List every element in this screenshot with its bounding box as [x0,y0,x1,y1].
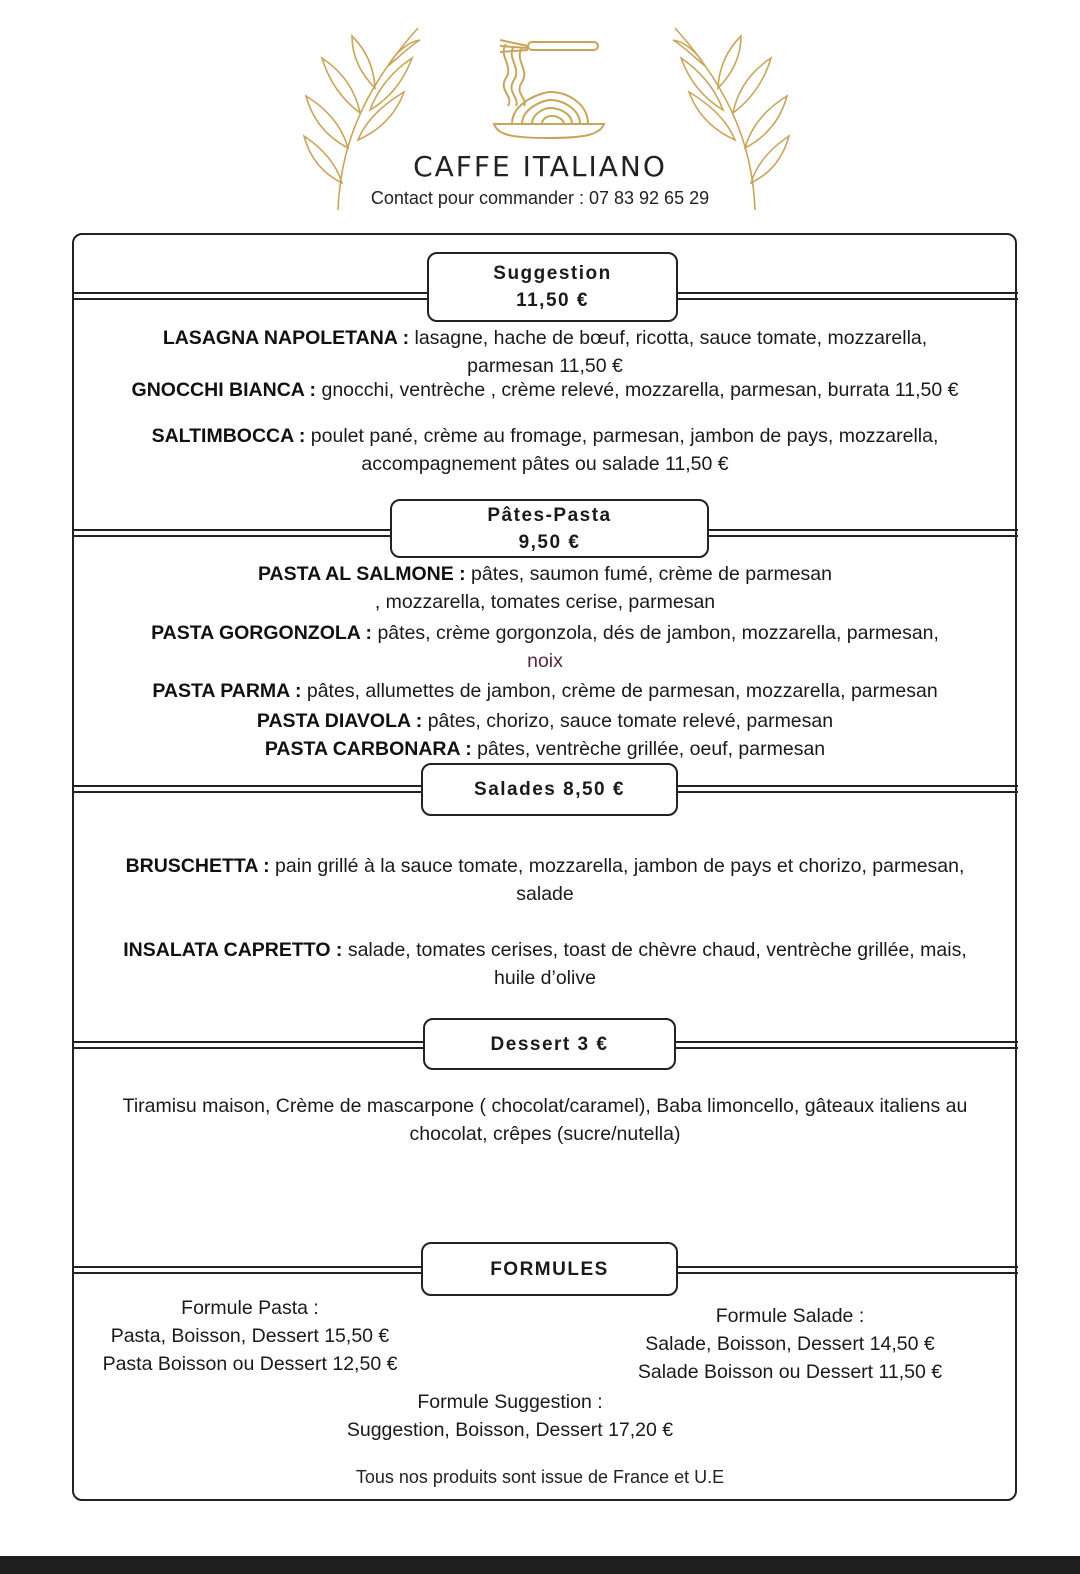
section-header-salades [421,763,678,816]
formula-title: Formule Salade : [715,1305,865,1327]
section-price: 9,50 € [518,531,581,553]
formula-line: Pasta Boisson ou Dessert 12,50 € [102,1353,398,1375]
brand-title: CAFFE ITALIANO [413,150,667,183]
formula-line: Salade Boisson ou Dessert 11,50 € [637,1361,943,1383]
menu-item-saltimbocca [76,422,1014,478]
dish-description: gnocchi, ventrèche , crème relevé, mozzarella, parmesan, burrata 11,50 € [316,379,959,401]
dish-description-cont: huile d’olive [494,967,596,989]
menu-item-bruschetta [76,852,1014,908]
formula-line: Suggestion, Boisson, Dessert 17,20 € [346,1419,674,1441]
section-header-formules [421,1242,678,1296]
section-header-pasta [390,499,709,558]
origin-note: Tous nos produits sont issue de France et U.E [355,1467,725,1487]
section-title: Suggestion [493,263,612,284]
menu-item-gnocchi [76,376,1014,404]
dish-description: pâtes, allumettes de jambon, crème de parmesan, mozzarella, parmesan [301,680,938,702]
dessert-description: Tiramisu maison, Crème de mascarpone ( chocolat/caramel), Baba limoncello, gâteaux italiens au [122,1095,968,1117]
menu-header [0,0,1080,220]
formula-title: Formule Suggestion : [417,1391,603,1413]
dish-name: LASAGNA NAPOLETANA : [162,327,410,349]
dish-description: pain grillé à la sauce tomate, mozzarella, jambon de pays et chorizo, parmesan, [269,855,965,877]
dish-description-cont: accompagnement pâtes ou salade 11,50 € [361,453,729,475]
dish-name: PASTA AL SALMONE : [258,563,466,585]
formula-pasta [80,1294,420,1378]
dish-description-cont: salade [516,883,574,905]
pasta-bowl-fork-icon [488,36,608,141]
section-title: FORMULES [490,1258,609,1280]
dish-name: INSALATA CAPRETTO : [123,939,343,961]
formula-line: Salade, Boisson, Dessert 14,50 € [645,1333,935,1355]
section-title: Salades 8,50 € [474,779,625,800]
menu-item-capretto [76,936,1014,992]
formula-line: Pasta, Boisson, Dessert 15,50 € [110,1325,390,1347]
dish-name: SALTIMBOCCA : [151,425,306,447]
bottom-bar [0,1556,1080,1574]
section-title: Pâtes-Pasta [487,504,612,526]
dish-name: GNOCCHI BIANCA : [131,379,317,401]
contact-phone: Contact pour commander : 07 83 92 65 29 [370,188,710,208]
laurel-branch-icon [668,18,793,213]
dish-description: salade, tomates cerises, toast de chèvre chaud, ventrèche grillée, mais, [342,939,967,961]
menu-item-salmone [76,560,1014,616]
dish-description-cont: parmesan 11,50 € [467,355,623,377]
dish-description: lasagne, hache de bœuf, ricotta, sauce tomate, mozzarella, [409,327,928,349]
dish-name: PASTA CARBONARA : [264,738,472,760]
dish-description: pâtes, chorizo, sauce tomate relevé, parmesan [422,710,834,732]
dish-description-cont: , mozzarella, tomates cerise, parmesan [374,591,716,613]
formula-title: Formule Pasta : [181,1297,319,1319]
formula-salade [612,1302,968,1386]
dish-description: pâtes, ventrèche grillée, oeuf, parmesan [471,738,826,760]
dish-name: BRUSCHETTA : [125,855,270,877]
menu-item-gorgonzola [76,619,1014,675]
dish-description: pâtes, saumon fumé, crème de parmesan [465,563,832,585]
dish-description: pâtes, crème gorgonzola, dés de jambon, mozzarella, parmesan, [372,622,939,644]
dessert-description-cont: chocolat, crêpes (sucre/nutella) [409,1123,681,1145]
laurel-branch-icon [300,18,425,213]
dish-description: poulet pané, crème au fromage, parmesan, jambon de pays, mozzarella, [305,425,939,447]
dish-name: PASTA GORGONZOLA : [151,622,373,644]
menu-item-carbonara [76,735,1014,763]
section-header-suggestion [427,252,678,322]
dish-description-cont: noix [527,650,563,672]
section-price: 11,50 € [516,290,589,311]
section-title: Dessert 3 € [490,1033,609,1055]
section-header-dessert [423,1018,676,1070]
formula-suggestion [300,1388,720,1444]
menu-item-lasagna [76,324,1014,380]
dish-name: PASTA DIAVOLA : [256,710,423,732]
menu-item-diavola [76,707,1014,735]
dish-name: PASTA PARMA : [152,680,302,702]
menu-item-parma [76,677,1014,705]
dessert-list [76,1092,1014,1148]
